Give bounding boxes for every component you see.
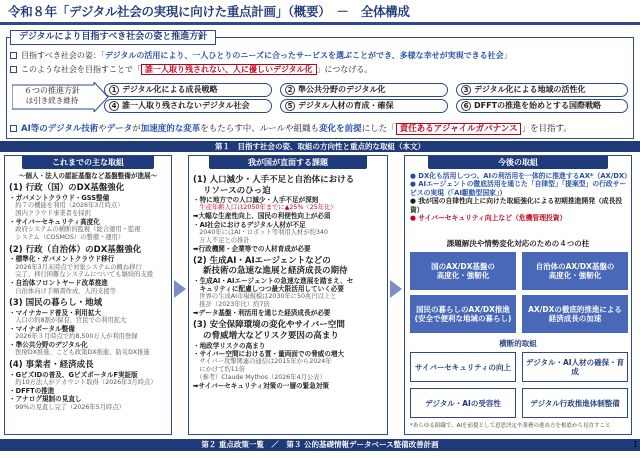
body-line: ・自治体フロントヤード改革推進 [9, 279, 108, 288]
col1-item-heading: (2) 行政（自治体）のDX基盤強化 [9, 244, 142, 255]
strategy-4 [104, 99, 272, 113]
col2-header: 我が国が直面する課題 [209, 156, 367, 169]
strategy-label: 準公共分野のデジタル化 [298, 85, 386, 94]
col3-header: 今後の取組 [428, 156, 609, 169]
body-line: ・地政学リスクの高まり [193, 341, 266, 350]
col2-item-heading: (3) 安全保障環境の変化やサイバー空間 [193, 320, 345, 331]
col-past-efforts [4, 155, 172, 435]
chevron-right-icon [174, 280, 186, 298]
body-line: ・マイナカード普及・利用拡大 [9, 309, 102, 318]
strategy-label: デジタル化による地域の活性化 [474, 85, 586, 94]
body-line: ➡サイバーセキュリティ対策の一層の緊急対策 [193, 381, 330, 390]
body-line: にかけて約11倍 [193, 366, 246, 374]
body-line: ・マイナポータル整備 [9, 325, 75, 334]
chevron-right-icon [390, 280, 402, 298]
checkbox-icon [10, 66, 17, 73]
strategy-5 [280, 99, 448, 113]
body-line: ➡データ基盤・利活用を通じた経済成長が必要 [193, 309, 331, 318]
col2-body [193, 172, 383, 390]
pillar-4: AX/DXの徹底的推進による 経済成長の加速 [522, 295, 628, 333]
body-line: キュリティに配慮しつつ最大限活用していく必要 [193, 285, 344, 294]
body-line: ・ガバメントクラウド・GSS整備 [9, 193, 110, 202]
strategy-number: 3 [461, 85, 471, 95]
body-line: ・特に地方での人口減少・人手不足が深刻 [193, 196, 319, 205]
page-number: 1 [632, 440, 638, 449]
col1-item-heading: (4) 事業者・経済成長 [9, 360, 94, 371]
strategy-number: 4 [109, 101, 119, 111]
section-2-3-footer: 第２ 重点政策一覧 ／ 第３ 公的基礎情報データベース整備改善計画 [0, 439, 640, 451]
body-line: ・GビズIDの普及、GビズポータルF実証版 [9, 370, 138, 379]
title-rule [0, 22, 640, 25]
col2-item-heading-2: の脅威増大などリスク要因の高まり [203, 331, 339, 342]
body-line: ➡大幅な生産性向上、国民の利便性向上が必須 [193, 212, 331, 221]
body-line: 国内クラウド事業者を採択 [9, 209, 91, 217]
pillar-3: 国民の暮らしのAX/DX推進 (安全で便利な地域の暮らし) [410, 295, 516, 333]
body-line: ・DFFTの推進 [9, 387, 55, 396]
body-line: 99%の見直し完了（2026年5月時点） [9, 403, 125, 411]
strategy-1 [104, 83, 272, 97]
vision-line-2: このような社会を目指すことで「 誰一人取り残されない、人に優しいデジタル化 」につなげる。 [10, 65, 372, 75]
checkbox-icon [10, 125, 17, 132]
strategy-label: 誰一人取り残されないデジタル社会 [122, 101, 250, 110]
body-line: 政府システムの横断的監視（総合運用・監視 [9, 226, 141, 234]
checkbox-icon [10, 52, 17, 59]
body-line: ・AI社会におけるデジタル人材が不足 [193, 220, 306, 229]
body-line: 2040年にはAI・ロボット等利用人材が約340 [193, 228, 328, 236]
body-line: ・サイバー空間における質・量両面での脅威の増大 [193, 349, 345, 358]
col1-header: これまでの主な取組 [22, 156, 155, 169]
body-line: 約10万法人がアカウント取得（2026年3月時点） [9, 379, 157, 387]
future-bullet: ● AIエージェントの徹底活用を通じた「自律型」「提案型」の行政サービスの実現（「AI駆動型国家」） [410, 180, 627, 197]
body-line: 完了、移行困難なシステムについても継続的支援 [9, 271, 154, 279]
vision-tab: デジタルにより目指すべき社会の姿と推進方針 [10, 30, 216, 45]
body-line: ・生成AI・AIエージェントの急速な進展を踏まえ、セ [193, 277, 354, 286]
cross-3: デジタル・AIの受容性 [410, 388, 516, 418]
cross-2: デジタル・AI人材の確保・育成 [522, 352, 628, 382]
strategy-number: 5 [285, 101, 295, 111]
col1-item-heading: (3) 国民の暮らし・地域 [9, 298, 103, 309]
body-line: 推計（2023年比）約7倍 [193, 301, 270, 309]
policy-arrow-icon [12, 82, 112, 112]
col2-item-heading-2: リソースのひっ迫 [203, 185, 271, 196]
cross-title: 横断的取組 [499, 339, 537, 348]
body-line: 生産年齢人口は2050年までに▲25%（25年比） [193, 204, 337, 212]
body-line: （参考）Claude Mythos（2026年4月公表） [193, 373, 326, 381]
strategy-2 [280, 83, 448, 97]
col3-bullets [410, 172, 631, 223]
strategy-label: DFFTの推進を始めとする国際戦略 [474, 101, 602, 110]
body-line: ・アナログ規制の見直し [9, 395, 82, 404]
future-bullet: ● 我が国の自律性向上に向けた取組強化による初期推進開発（成長投資） [410, 197, 623, 214]
col1-item-heading: (1) 行政（国）のDX基盤強化 [9, 183, 125, 194]
body-line: 人口の約8割が保有、官民での利用拡大 [9, 317, 127, 325]
future-bullet: ● DX化も活用しつつ、AIの利活用を一体的に推進するAX*（AX/DX） [410, 172, 631, 180]
body-line: 約７の機能を利用（2026年3月時点） [9, 202, 124, 210]
strategy-3 [456, 83, 628, 97]
body-line: システム（COSMOS）の整備・運用） [9, 233, 125, 241]
cross-1: サイバーセキュリティの向上 [410, 352, 516, 382]
vision-line-1: 目指すべき社会の姿：「デジタルの活用により、一人ひとりのニーズに合ったサービスを選ぶことができ、多様な幸せが実現できる社会」 [10, 51, 512, 61]
cross-4: デジタル行政推進体制整備 [522, 388, 628, 418]
body-line: ・準公共分野のデジタル化 [9, 341, 88, 350]
policy-arrow-label: ６つの推進方針 は引き続き維持 [24, 86, 80, 105]
body-line: ・標準化・ガバメントクラウド移行 [9, 255, 115, 264]
col1-intro: ～個人・法人の認証基盤など基盤整備が進展～ [18, 172, 158, 180]
page-title: 令和８年「デジタル社会の実現に向けた重点計画」（概要） － 全体構成 [8, 4, 410, 19]
body-line: 世界の生成AI市場規模は2030年に50兆円以上と [193, 293, 337, 301]
strategy-number: 6 [461, 101, 471, 111]
strategy-label: デジタル人材の育成・確保 [298, 101, 394, 110]
col2-item-heading: (2) 生成AI・AIエージェントなどの [193, 255, 331, 266]
body-line: 医療DX推進、こども政策DX推進、防災DX推進 [9, 349, 150, 357]
pillar-1: 国のAX/DX基盤の 高度化・強靭化 [410, 252, 516, 290]
body-line: 2026年3月末時点で対象システムの概ね移行 [9, 263, 142, 271]
strategy-number: 1 [109, 85, 119, 95]
body-line: ➡行政機関・企業等での人材育成が必要 [193, 244, 311, 253]
strategy-label: デジタル化による成長戦略 [122, 85, 218, 94]
body-line: ・サイバーセキュリティ高度化 [9, 217, 100, 226]
strategy-number: 2 [285, 85, 295, 95]
footnote: *あらゆる組織で、AIを前提として意思決定や業務の進め方を根底から見直すこと [410, 423, 611, 429]
section-1-header: 第１ 目指す社会の姿、取組の方向性と重点的な取組（本文） [0, 141, 640, 152]
body-line: 自治体向け手順書作成、人的支援等 [9, 287, 117, 295]
col-challenges [188, 155, 388, 435]
ai-governance-line: AI等のデジタル技術やデータが加速度的な変革をもたらす中、ルールや組織も変化を前提にした「 責任あるアジャイルガバナンス 」を目指す。 [10, 124, 572, 134]
col2-item-heading-2: 新技術の急速な進展と経済成長の期待 [203, 266, 348, 277]
col1-body [9, 172, 167, 411]
body-line: サイバー攻撃関連の通信は2015年から2024年 [193, 358, 332, 366]
pillar-2: 自治体のAX/DX基盤の 高度化・強靭化 [522, 252, 628, 290]
pillars-title: 課題解決や情勢変化対応のための４つの柱 [446, 239, 590, 248]
body-line: 万人不足との推計 [193, 236, 250, 244]
col2-item-heading: (1) 人口減少・人手不足と自治体における [193, 175, 355, 185]
strategy-6 [456, 99, 628, 113]
future-bullet: ● サイバーセキュリティ向上など（危機管理投資） [410, 214, 567, 223]
body-line: 2026年３月時点で約8,500万人が利用登録 [9, 333, 138, 341]
